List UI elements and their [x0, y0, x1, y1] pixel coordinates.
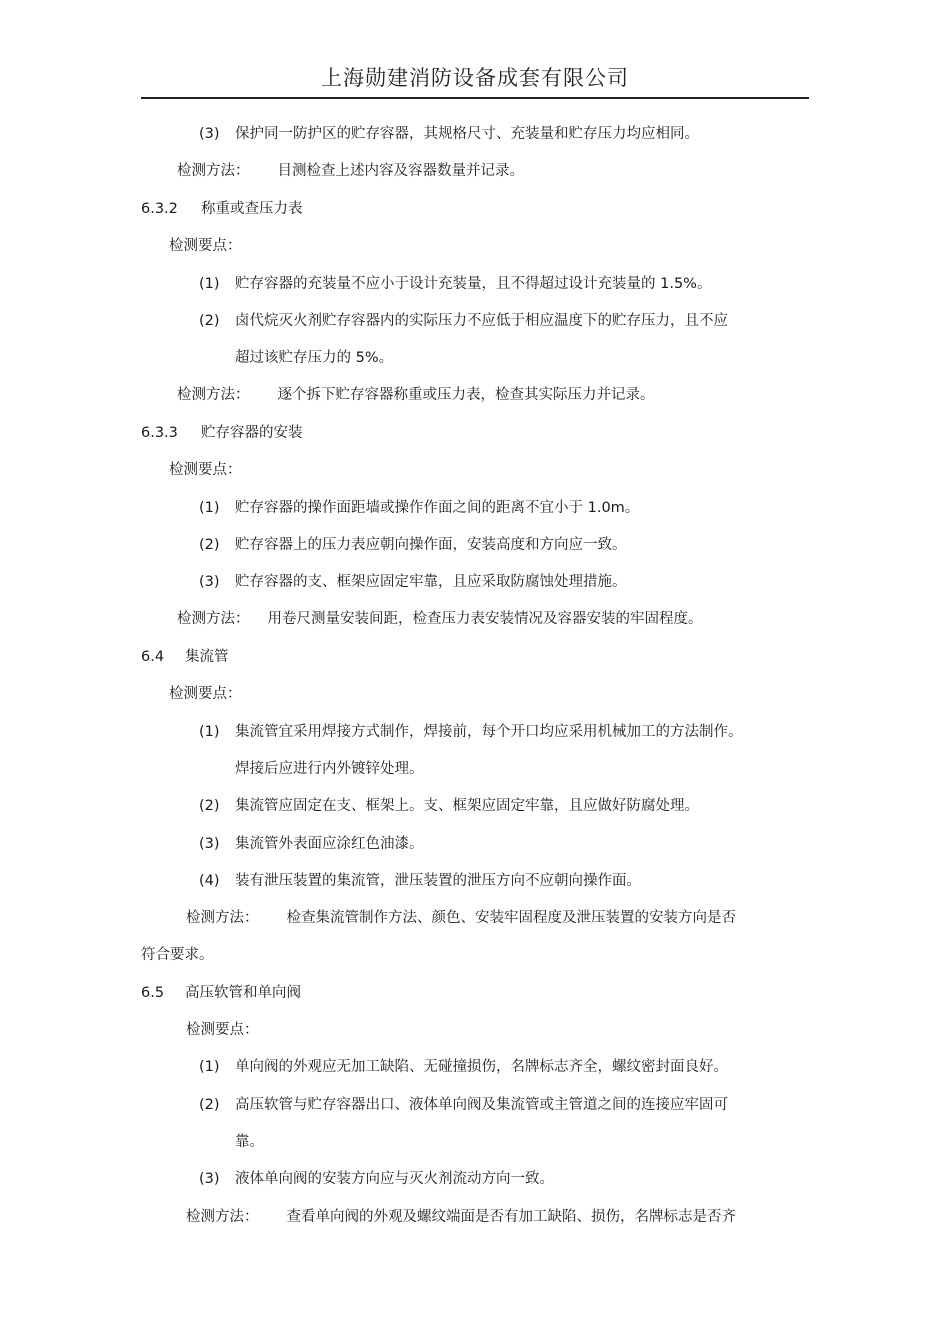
- list-item: [199, 1169, 554, 1189]
- list-item: [199, 498, 639, 518]
- key-points-label: 检测要点：: [169, 238, 242, 254]
- list-item: [199, 1095, 728, 1115]
- list-item-text: 液体单向阀的安装方向应与灭火剂流动方向一致。: [235, 1171, 554, 1187]
- list-item-number: (1): [199, 500, 220, 516]
- list-item-text: 集流管宜采用焊接方式制作，焊接前，每个开口均应采用机械加工的方法制作。: [235, 724, 743, 740]
- list-item-number: (4): [199, 873, 220, 889]
- list-item-text: 单向阀的外观应无加工缺陷、无碰撞损伤，名牌标志齐全，螺纹密封面良好。: [235, 1059, 728, 1075]
- list-item-continuation: 焊接后应进行内外镀锌处理。: [235, 761, 424, 777]
- method-text: 查看单向阀的外观及螺纹端面是否有加工缺陷、损伤，名牌标志是否齐: [286, 1209, 736, 1225]
- list-item-text: 贮存容器上的压力表应朝向操作面，安装高度和方向应一致。: [235, 537, 627, 553]
- method-label: 检测方法：: [186, 910, 259, 926]
- list-item-number: (3): [199, 836, 220, 852]
- section-title: 称重或查压力表: [201, 201, 303, 217]
- list-item-number: (3): [199, 574, 220, 590]
- method-label: 检测方法：: [177, 163, 250, 179]
- section-number: 6.3.3: [141, 425, 178, 441]
- method-line: [177, 385, 655, 405]
- section-number: 6.3.2: [141, 201, 178, 217]
- list-item: [199, 1057, 728, 1077]
- list-item: [199, 834, 424, 854]
- method-text: 逐个拆下贮存容器称重或压力表，检查其实际压力并记录。: [277, 387, 655, 403]
- list-item: [199, 124, 699, 144]
- key-points-label: 检测要点：: [186, 1022, 259, 1038]
- list-item-text: 高压软管与贮存容器出口、液体单向阀及集流管或主管道之间的连接应牢固可: [235, 1097, 728, 1113]
- method-text: 用卷尺测量安装间距，检查压力表安装情况及容器安装的牢固程度。: [267, 611, 703, 627]
- list-item-text: 装有泄压装置的集流管，泄压装置的泄压方向不应朝向操作面。: [235, 873, 641, 889]
- list-item: [199, 722, 743, 742]
- section-number: 6.4: [141, 649, 165, 665]
- list-item-continuation: 超过该贮存压力的 5%。: [235, 350, 394, 366]
- section-title: 高压软管和单向阀: [185, 985, 301, 1001]
- method-label: 检测方法：: [177, 611, 250, 627]
- section-heading: [141, 199, 303, 219]
- list-item: [199, 796, 699, 816]
- list-item-number: (2): [199, 798, 220, 814]
- list-item-text: 保护同一防护区的贮存容器，其规格尺寸、充装量和贮存压力均应相同。: [235, 126, 699, 142]
- list-item-number: (1): [199, 276, 220, 292]
- key-points-label: 检测要点：: [169, 686, 242, 702]
- list-item-number: (1): [199, 1059, 220, 1075]
- section-number: 6.5: [141, 985, 165, 1001]
- list-item-text: 贮存容器的充装量不应小于设计充装量，且不得超过设计充装量的 1.5%。: [235, 276, 712, 292]
- method-line: [186, 1207, 736, 1227]
- page-header-title: 上海勋建消防设备成套有限公司: [321, 66, 629, 90]
- list-item-text: 贮存容器的支、框架应固定牢靠，且应采取防腐蚀处理措施。: [235, 574, 627, 590]
- list-item-number: (2): [199, 313, 220, 329]
- section-title: 集流管: [185, 649, 229, 665]
- list-item-text: 卤代烷灭火剂贮存容器内的实际压力不应低于相应温度下的贮存压力，且不应: [235, 313, 728, 329]
- section-heading: [141, 423, 303, 443]
- list-item: [199, 274, 711, 294]
- method-text: 检查集流管制作方法、颜色、安装牢固程度及泄压装置的安装方向是否: [286, 910, 736, 926]
- list-item-text: 集流管外表面应涂红色油漆。: [235, 836, 424, 852]
- section-heading: [141, 983, 301, 1003]
- key-points-label: 检测要点：: [169, 462, 242, 478]
- list-item: [199, 572, 627, 592]
- list-item-continuation: 靠。: [235, 1134, 264, 1150]
- method-label: 检测方法：: [186, 1209, 259, 1225]
- section-heading: [141, 647, 229, 667]
- method-line: [177, 161, 524, 181]
- list-item-number: (3): [199, 126, 220, 142]
- method-line: [177, 609, 703, 629]
- list-item: [199, 311, 728, 331]
- method-label: 检测方法：: [177, 387, 250, 403]
- list-item-number: (2): [199, 537, 220, 553]
- header-divider: [141, 97, 809, 99]
- list-item-number: (1): [199, 724, 220, 740]
- list-item-number: (2): [199, 1097, 220, 1113]
- list-item: [199, 871, 641, 891]
- method-continuation: 符合要求。: [141, 947, 214, 963]
- list-item-text: 贮存容器的操作面距墙或操作作面之间的距离不宜小于 1.0m。: [235, 500, 640, 516]
- method-text: 目测检查上述内容及容器数量并记录。: [277, 163, 524, 179]
- list-item-number: (3): [199, 1171, 220, 1187]
- list-item-text: 集流管应固定在支、框架上。支、框架应固定牢靠，且应做好防腐处理。: [235, 798, 699, 814]
- method-line: [186, 908, 736, 928]
- list-item: [199, 535, 627, 555]
- section-title: 贮存容器的安装: [201, 425, 303, 441]
